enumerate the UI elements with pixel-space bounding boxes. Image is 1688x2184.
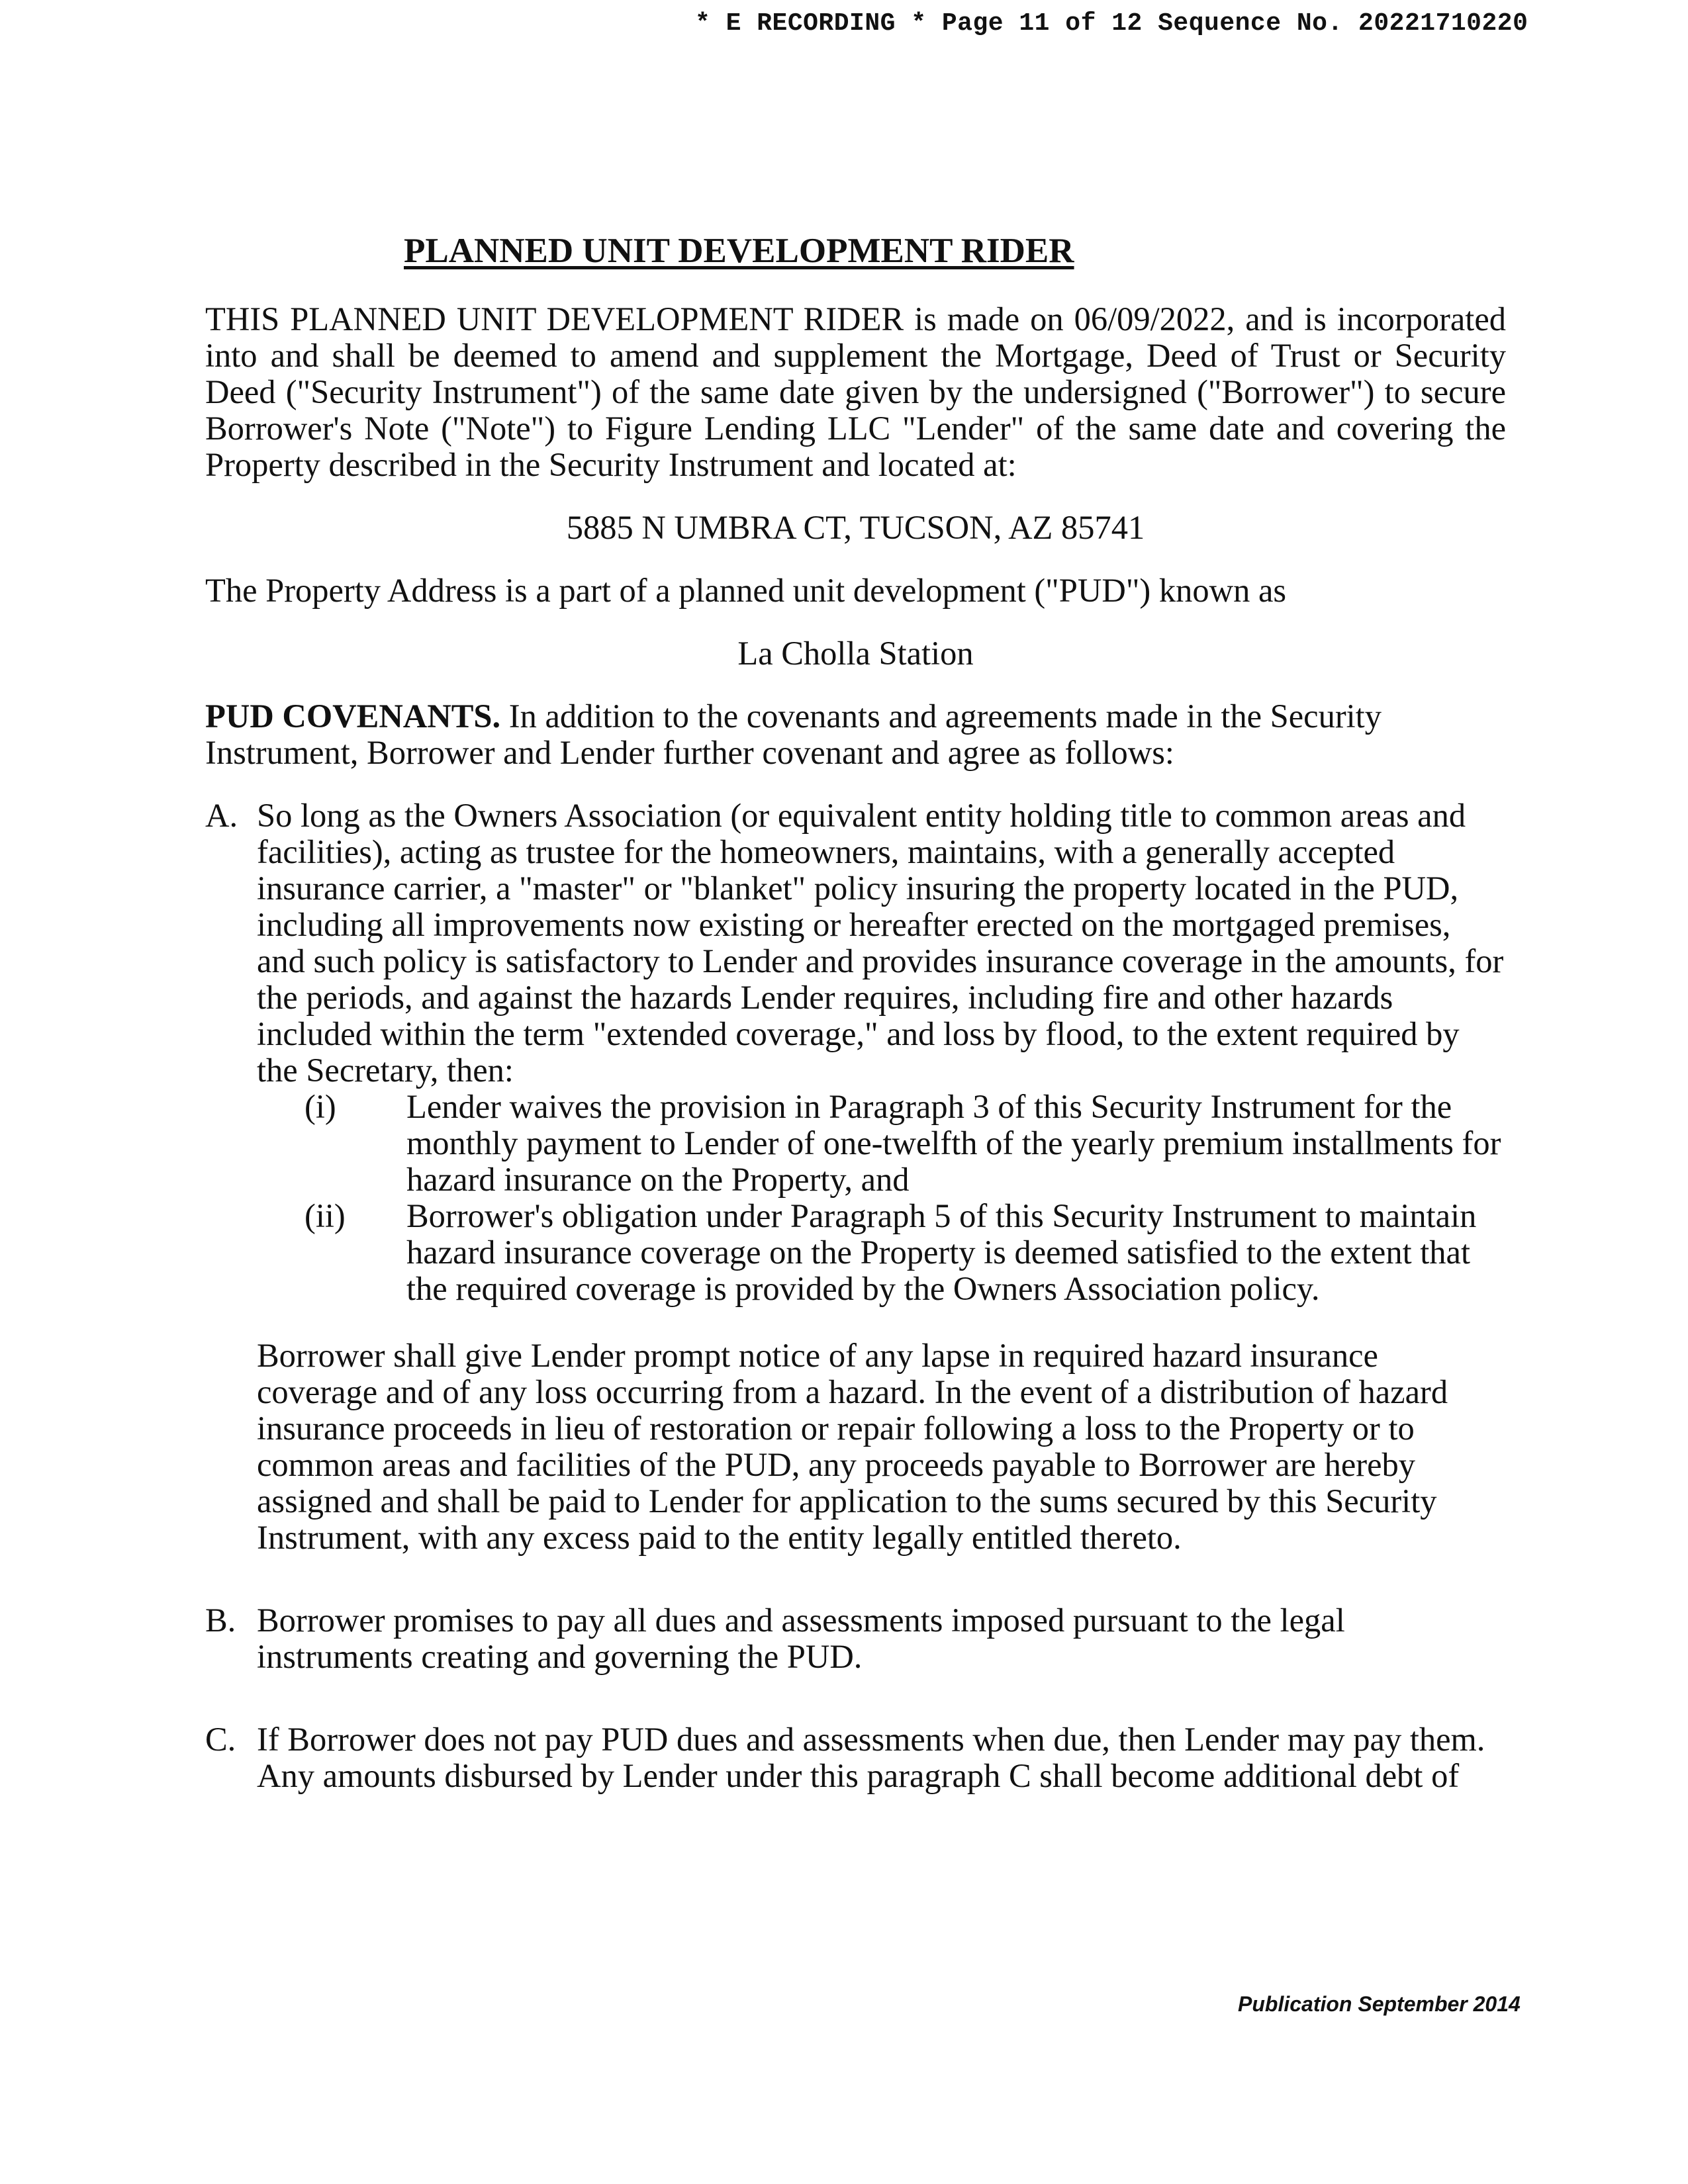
publication-footer: Publication September 2014 — [1238, 1992, 1521, 2016]
item-letter-b: B. — [205, 1602, 236, 1639]
covenants-paragraph — [205, 698, 1506, 771]
covenant-item-c — [205, 1721, 1506, 1794]
intro-paragraph: THIS PLANNED UNIT DEVELOPMENT RIDER is made on 06/09/2022, and is incorporated into and shall be deemed to amend and supplement the Mortgage, Deed of Trust or Security Deed ("Security Instrument") of the same date given by the undersigned ("Borrower") to secure Borrower's Note ("Note") to Figure Lending LLC "Lender" of the same date and covering the Property described in the Security Instrument and located at: — [205, 300, 1506, 483]
property-address: 5885 N UMBRA CT, TUCSON, AZ 85741 — [566, 509, 1145, 546]
item-text-b: Borrower promises to pay all dues and assessments imposed pursuant to the legal instruments creating and governing the PUD. — [257, 1602, 1345, 1675]
item-text-c: If Borrower does not pay PUD dues and assessments when due, then Lender may pay them. Any amounts disbursed by Lender under this paragraph C shall become additional debt of — [257, 1721, 1485, 1794]
recording-header: * E RECORDING * Page 11 of 12 Sequence No. 20221710220 — [695, 9, 1528, 38]
document-page — [205, 233, 1506, 1794]
covenants-heading: PUD COVENANTS. — [205, 698, 501, 735]
document-title: PLANNED UNIT DEVELOPMENT RIDER — [404, 232, 1074, 270]
item-letter-c: C. — [205, 1721, 236, 1758]
item-text-a: So long as the Owners Association (or equivalent entity holding title to common areas and facilities), acting as trustee for the homeowners, maintains, with a generally accepted insurance carrier, a "master" or "blanket" policy insuring the property located in the PUD, including all improvements now existing or hereafter erected on the mortgaged premises, and such policy is satisfactory to Lender and provides insurance coverage in the amounts, for the periods, and against the hazards Lender requires, including fire and other hazards included within the term "extended coverage," and loss by flood, to the extent required by the Secretary, then: — [257, 797, 1504, 1089]
sub-item-number: (ii) — [305, 1197, 346, 1234]
item-body-a — [257, 797, 1506, 1556]
sub-item-number: (i) — [305, 1088, 336, 1125]
covenant-item-a — [205, 797, 1506, 1556]
pud-statement: The Property Address is a part of a planned unit development ("PUD") known as — [205, 572, 1287, 609]
sub-item-text: Borrower's obligation under Paragraph 5 of this Security Instrument to maintain hazard insurance coverage on the Property is deemed satisfied to the extent that the required coverage is provided by the Owners Association policy. — [406, 1197, 1477, 1307]
covenants-intro: In addition to the covenants and agreements made in the Security Instrument, Borrower and Lender further covenant and agree as follows: — [205, 698, 1382, 771]
item-a-followup: Borrower shall give Lender prompt notice of any lapse in required hazard insurance coverage and of any loss occurring from a hazard. In the event of a distribution of hazard insurance proceeds in lieu of restoration or repair following a loss to the Property or to common areas and facilities of the PUD, any proceeds payable to Borrower are hereby assigned and shall be paid to Lender for application to the sums secured by this Security Instrument, with any excess paid to the entity legally entitled thereto. — [257, 1337, 1448, 1556]
sub-item-ii — [305, 1198, 1506, 1307]
sub-item-text: Lender waives the provision in Paragraph 3 of this Security Instrument for the monthly payment to Lender of one-twelfth of the yearly premium installments for hazard insurance on the Property, and — [406, 1088, 1501, 1198]
item-letter-a: A. — [205, 797, 238, 834]
covenant-item-b — [205, 1602, 1506, 1675]
sub-item-i — [305, 1089, 1506, 1198]
pud-name: La Cholla Station — [737, 635, 974, 672]
